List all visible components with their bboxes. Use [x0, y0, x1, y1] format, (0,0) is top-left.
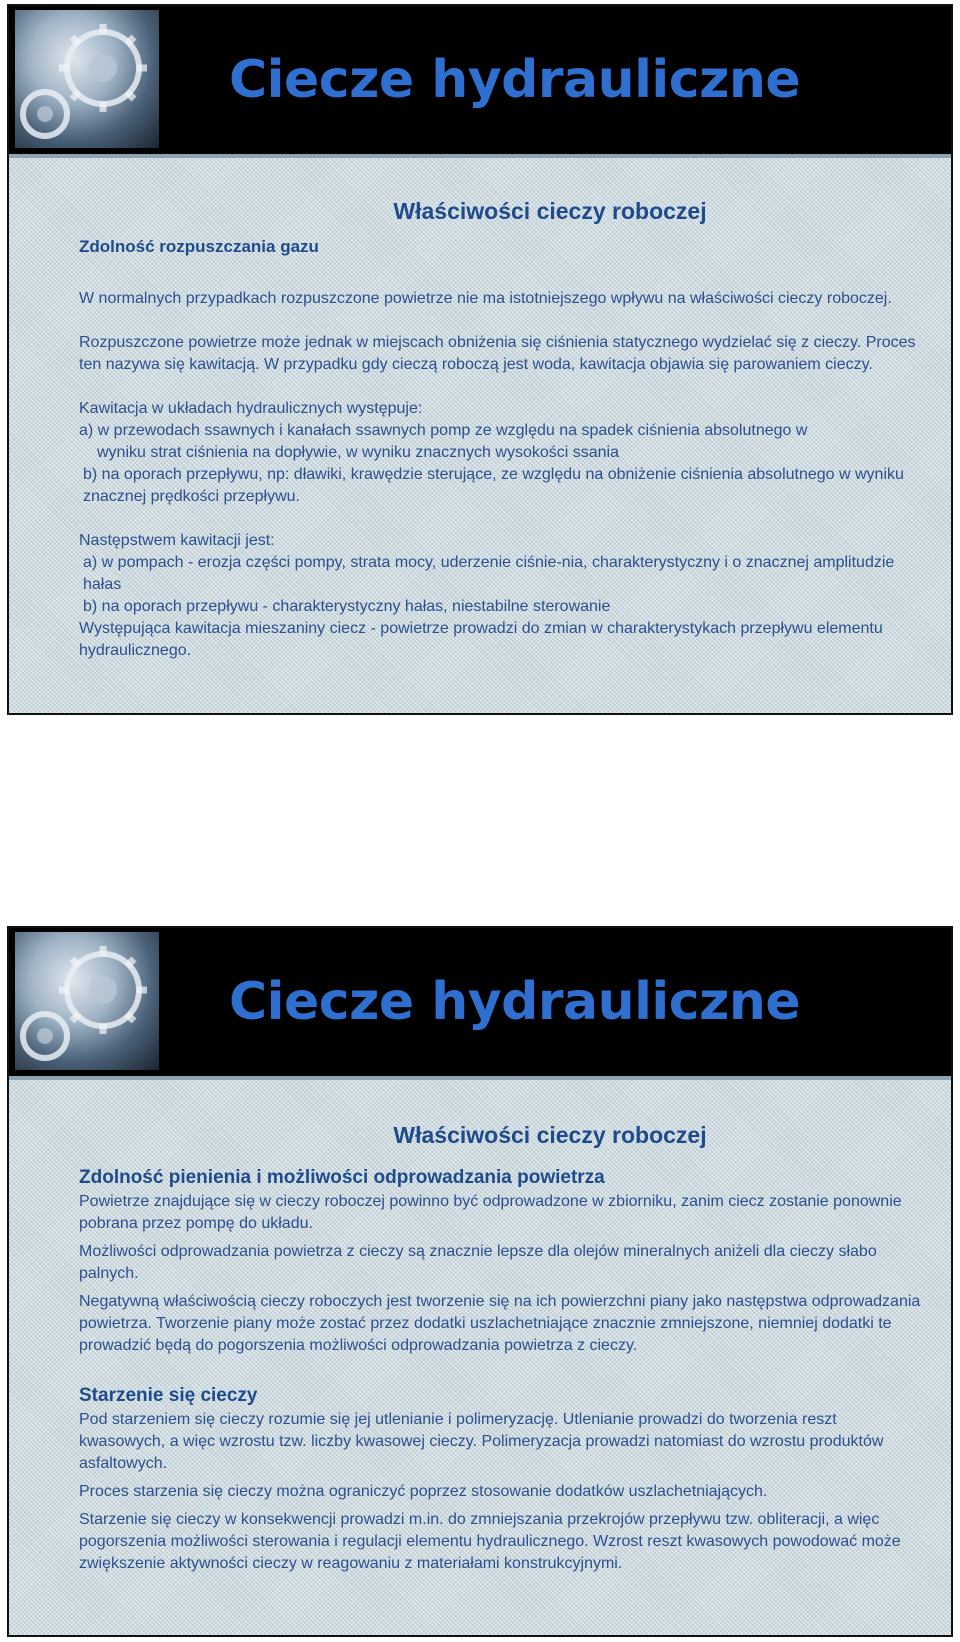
slide-header	[9, 6, 951, 158]
paragraph: Starzenie się cieczy w konsekwencji prowadzi m.in. do zmniejszania przekrojów przepływu tzw. obliteracji, a więc pogorszenia możliwości sterowania i regulacji elementu hydraulicznego. Wzrost reszt kwasowych powodować może zwiększenie aktywności cieczy w reagowaniu z materiałami konstrukcyjnymi.	[79, 1511, 901, 1572]
sub-heading: Zdolność rozpuszczania gazu	[79, 237, 319, 256]
list-item-continuation: wyniku strat ciśnienia na dopływie, w wyniku znacznych wysokości ssania	[97, 444, 619, 461]
paragraph: Powietrze znajdujące się w cieczy roboczej powinno być odprowadzone w zbiorniku, zanim ciecz zostanie ponownie pobrana przez pompę do układu.	[79, 1193, 902, 1232]
section-heading: Właściwości cieczy roboczej	[393, 1122, 707, 1148]
paragraph: Proces starzenia się cieczy można ograniczyć poprzez stosowanie dodatków uszlachetniających.	[79, 1483, 768, 1500]
slide-1	[7, 4, 953, 715]
list-item: b) na oporach przepływu - charakterystyczny hałas, niestabilne sterowanie	[83, 598, 611, 615]
paragraph: Następstwem kawitacji jest:	[79, 532, 275, 549]
paragraph: Kawitacja w układach hydraulicznych występuje:	[79, 400, 423, 417]
gear-icon	[15, 932, 159, 1070]
list-item: a) w pompach - erozja części pompy, strata mocy, uderzenie ciśnie-nia, charakterystyczny i o znacznej amplitudzie hałas	[83, 554, 895, 593]
gear-icon	[15, 10, 159, 148]
paragraph: Występująca kawitacja mieszaniny ciecz - powietrze prowadzi do zmian w charakterystykach przepływu elementu hydraulicznego.	[79, 620, 883, 659]
paragraph: Negatywną właściwością cieczy roboczych jest tworzenie się na ich powierzchni piany jako następstwa odprowadzania powietrza. Tworzenie piany może zostać przez dodatki uszlachetniające znacznie zmniejszone, niemniej dodatki te prowadzić będą do pogorszenia możliwości odprowadzania powietrza z cieczy.	[79, 1293, 921, 1354]
paragraph: Możliwości odprowadzania powietrza z cieczy są znacznie lepsze dla olejów mineralnych aniżeli dla cieczy słabo palnych.	[79, 1243, 877, 1282]
slide-title: Ciecze hydrauliczne	[229, 50, 801, 110]
slide-title: Ciecze hydrauliczne	[229, 972, 801, 1032]
slide-2	[7, 926, 953, 1637]
slide-content	[79, 1165, 923, 1575]
paragraph: Pod starzeniem się cieczy rozumie się jej utlenianie i polimeryzację. Utlenianie prowadzi do tworzenia reszt kwasowych, a więc wzrostu tzw. liczby kwasowej cieczy. Polimeryzacja prowadzi natomiast do wzrostu produktów asfaltowych.	[79, 1411, 884, 1472]
paragraph: Rozpuszczone powietrze może jednak w miejscach obniżenia się ciśnienia statycznego wydzielać się z cieczy. Proces ten nazywa się kawitacją. W przypadku gdy cieczą roboczą jest woda, kawitacja objawia się parowaniem cieczy.	[79, 334, 916, 373]
section-heading: Właściwości cieczy roboczej	[393, 198, 707, 224]
sub-heading: Starzenie się cieczy	[79, 1385, 258, 1406]
slide-header	[9, 928, 951, 1080]
paragraph: W normalnych przypadkach rozpuszczone powietrze nie ma istotniejszego wpływu na właściwości cieczy roboczej.	[79, 290, 892, 307]
sub-heading: Zdolność pienienia i możliwości odprowadzania powietrza	[79, 1167, 605, 1188]
slide-content	[79, 234, 923, 662]
list-item: a) w przewodach ssawnych i kanałach ssawnych pomp ze względu na spadek ciśnienia absolutnego w	[79, 422, 808, 439]
list-item: b) na oporach przepływu, np: dławiki, krawędzie sterujące, ze względu na obniżenie ciśnienia absolutnego w wyniku znacznej prędkości przepływu.	[83, 466, 904, 505]
